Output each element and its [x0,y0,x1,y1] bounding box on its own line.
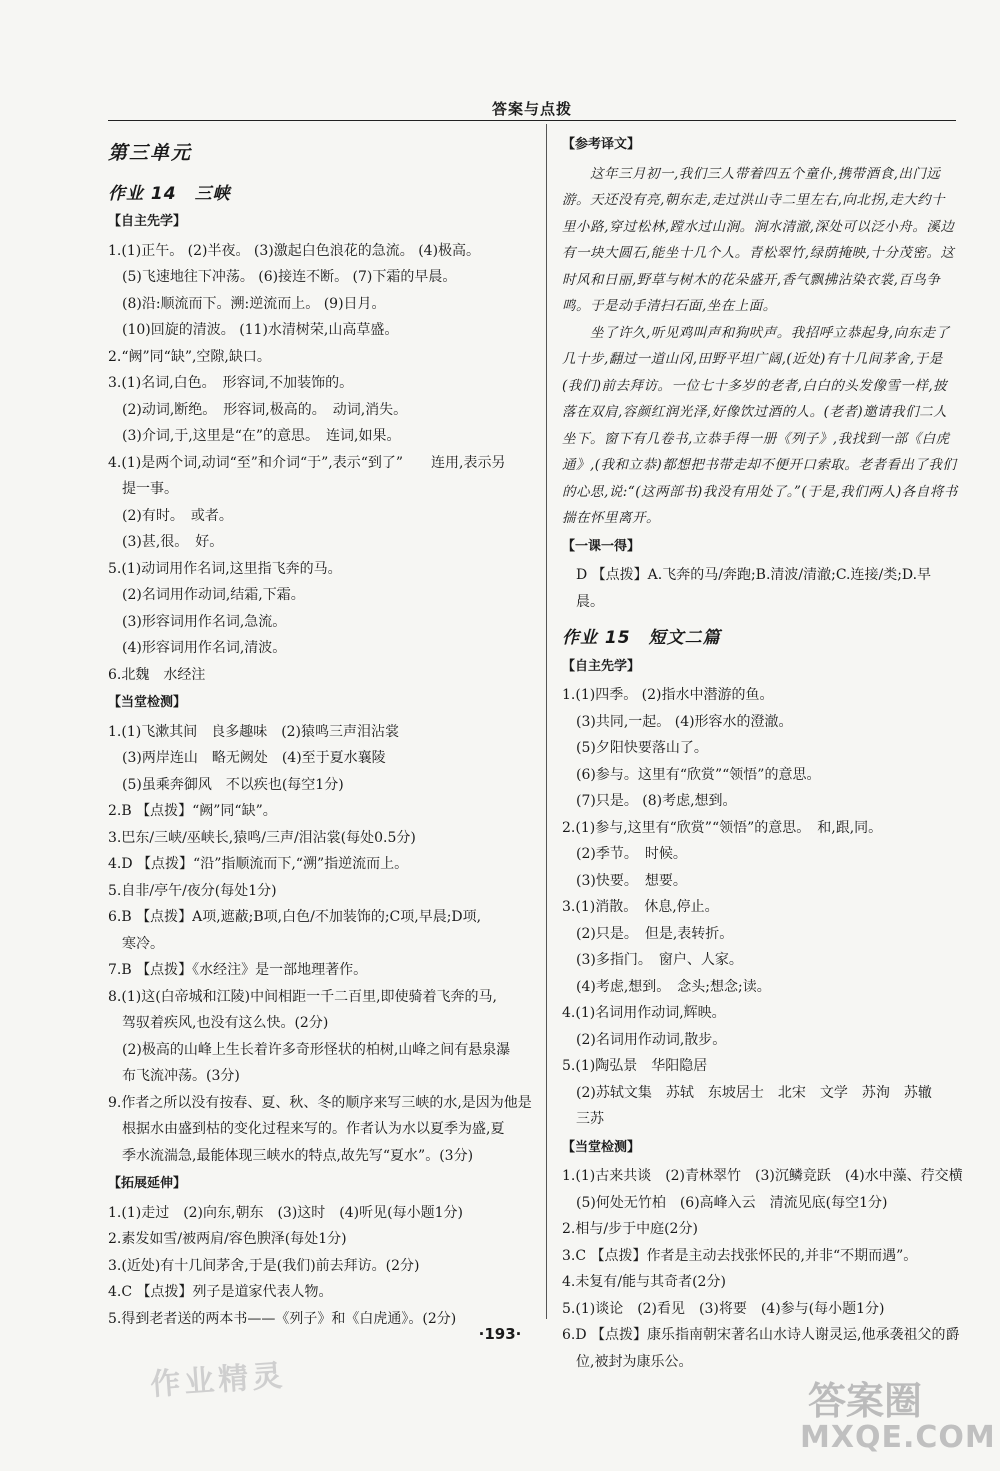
answer-line: 3.(1)名词,白色。 形容词,不加装饰的。 [108,375,354,391]
translation-paragraph-1: 这年三月初一,我们三人带着四五个童仆,携带酒食,出门远游。天还没有亮,朝东走,走过洪山寺二里左右,向北拐,走大约十里小路,穿过松林,蹚水过山涧。涧水清澈,深处可以泛小舟。溪边有一块大圆石,能坐十几个人。青松翠竹,绿荫掩映,十分茂密。这时风和日丽,野草与树木的花朵盛开,香气飘拂沾染衣裳,百鸟争鸣。于是动手清扫石面,坐在上面。 [562,165,955,314]
answer-line: 2.(1)参与,这里有“欣赏”“领悟”的意思。 和,跟,同。 [562,819,883,836]
answer-line: 2.素发如雪/被两肩/容色腴泽(每处1分) [108,1231,347,1247]
answer-line: 根据水由盛到枯的变化过程来写的。作者认为水以夏季为盛,夏 [122,1121,505,1137]
answer-line: (3)快要。 想要。 [576,872,687,889]
answer-line: 位,被封为康乐公。 [576,1353,693,1370]
answer-line: (2)季节。 时候。 [576,846,687,862]
section-yike-yide: 【一课一得】 [562,538,641,554]
answer-line: 6.北魏 水经注 [108,666,206,683]
answer-line: (7)只是。 (8)考虑,想到。 [576,793,737,809]
answer-line: (2)苏轼文集 苏轼 东坡居士 北宋 文学 苏洵 苏辙 [576,1084,932,1101]
answer-line: 1.(1)正午。 (2)半夜。 (3)激起白色浪花的急流。 (4)极高。 [108,242,481,259]
watermark-url: MXQE.COM [800,1420,996,1455]
answer-line: (4)考虑,想到。 念头;想念;读。 [576,978,771,995]
answer-line: 3.巴东/三峡/巫峡长,猿鸣/三声/泪沾裳(每处0.5分) [108,829,416,846]
section-dangtang-jiance-15: 【当堂检测】 [562,1139,641,1155]
header-title: 答案与点拨 [491,100,573,118]
answer-line: (2)只是。 但是,表转折。 [576,925,734,942]
page-header [108,98,956,121]
answer-line: 季水流湍急,最能体现三峡水的特点,故先写“夏水”。(3分) [122,1147,474,1164]
section-dangtang-jiance: 【当堂检测】 [108,695,187,710]
homework-15-title: 作业 15 短文二篇 [562,628,721,648]
answer-line: 3.(1)消散。 休息,停止。 [562,899,719,915]
translation-paragraph-2: 坐了许久,听见鸡叫声和狗吠声。我招呼立恭起身,向东走了几十步,翻过一道山冈,田野平坦广阔,(近处)有十几间茅舍,于是(我们)前去拜访。一位七十多岁的老者,白白的头发像雪一样,披落在双肩,容颜红润光泽,好像饮过酒的人。(老者)邀请我们二人坐下。窗下有几卷书,立恭手得一册《列子》,我找到一部《白虎通》,(我和立恭)都想把书带走却不便开口索取。老者看出了我们的心思,说:“(这两部书)我没有用处了。”(于是,我们两人)各自将书揣在怀里离开。 [562,324,958,526]
answer-line: 7.B 【点拨】《水经注》是一部地理著作。 [108,962,368,978]
answer-line: (2)极高的山峰上生长着许多奇形怪状的柏树,山峰之间有悬泉瀑 [122,1041,511,1058]
zizhu-list-15 [562,682,958,1133]
answer-line: 1.(1)飞漱其间 良多趣味 (2)猿鸣三声泪沾裳 [108,723,400,740]
answer-line: 1.(1)古来共谈 (2)青林翠竹 (3)沉鳞竞跃 (4)水中藻、荇交横 [562,1168,963,1184]
answer-line: 4.未复有/能与其奇者(2分) [562,1274,726,1290]
answer-line: (3)介词,于,这里是“在”的意思。 连词,如果。 [122,428,401,444]
answer-line: (3)形容词用作名词,急流。 [122,613,287,630]
answer-line: 提一事。 [122,481,178,497]
column-divider [546,124,547,1319]
answer-line: 9.作者之所以没有按春、夏、秋、冬的顺序来写三峡的水,是因为他是 [108,1094,532,1111]
answer-line: (2)名词用作动词,结霜,下霜。 [122,587,305,603]
answer-line: (3)两岸连山 略无阙处 (4)至于夏水襄陵 [122,750,386,766]
answer-line: (8)沿:顺流而下。溯:逆流而上。 (9)日月。 [122,295,386,312]
answer-line: 4.(1)名词用作动词,辉映。 [562,1005,726,1021]
answer-line: 4.D 【点拨】“沿”指顺流而下,“溯”指逆流而上。 [108,856,409,872]
answer-line: 3.C 【点拨】作者是主动去找张怀民的,并非“不期而遇”。 [562,1247,918,1264]
answer-line: 5.得到老者送的两本书——《列子》和《白虎通》。(2分) [108,1310,457,1327]
answer-line: 寒冷。 [122,935,164,952]
right-column [562,130,963,1375]
watermark-left: 作业精灵 [149,1358,288,1403]
answer-line: (3)多指门。 窗户、人家。 [576,952,743,968]
homework-14-title: 作业 14 三峡 [108,183,231,204]
answer-line: 2.相与/步于中庭(2分) [562,1221,698,1237]
answer-line: (3)共同,一起。 (4)形容水的澄澈。 [576,713,793,730]
section-cankao-yiwen: 【参考译文】 [562,137,641,152]
answer-line: 三苏 [576,1111,604,1127]
dangtang-list-15 [562,1163,963,1375]
answer-line: 3.(近处)有十几间茅舍,于是(我们)前去拜访。(2分) [108,1257,420,1274]
answer-line: 6.D 【点拨】康乐指南朝宋著名山水诗人谢灵运,他承袭祖父的爵 [562,1327,960,1343]
answer-line: 8.(1)这(白帝城和江陵)中间相距一千二百里,即使骑着飞奔的马, [108,988,498,1005]
section-tuozhan-yanshen: 【拓展延伸】 [108,1176,187,1191]
watermark-logo: 答案圈 [808,1379,923,1423]
answer-line: (5)夕阳快要落山了。 [576,740,708,756]
answer-line: (5)飞速地往下冲荡。 (6)接连不断。 (7)下霜的早晨。 [122,269,457,285]
page-number: ·193· [478,1325,522,1343]
answer-line: 1.(1)四季。 (2)指水中潜游的鱼。 [562,687,774,703]
answer-line: 1.(1)走过 (2)向东,朝东 (3)这时 (4)听见(每小题1分) [108,1204,463,1221]
answer-line: (5)虽乘奔御风 不以疾也(每空1分) [122,776,344,793]
answer-line: (4)形容词用作名词,清波。 [122,640,287,656]
zizhu-list [108,238,536,689]
answer-line: (6)参与。这里有“欣赏”“领悟”的意思。 [576,766,821,783]
answer-line: 2.B 【点拨】“阙”同“缺”。 [108,803,277,819]
answer-line: 5.(1)动词用作名词,这里指飞奔的马。 [108,560,342,577]
answer-line: 2.“阙”同“缺”,空隙,缺口。 [108,348,271,365]
answer-line: (2)动词,断绝。 形容词,极高的。 动词,消失。 [122,401,408,418]
answer-line: 4.(1)是两个词,动词“至”和介词“于”,表示“到了” 连用,表示另 [108,454,506,471]
answer-line: 5.(1)陶弘景 华阳隐居 [562,1058,708,1074]
section-zizhu-xianxue-15: 【自主先学】 [562,658,641,674]
tuozhan-list [108,1200,536,1333]
dangtang-list [108,719,536,1170]
answer-line: (2)有时。 或者。 [122,507,233,524]
answer-line: 4.C 【点拨】列子是道家代表人物。 [108,1284,333,1300]
answer-line: (3)甚,很。 好。 [122,534,224,550]
answer-line: (10)回旋的清波。 (11)水清树荣,山高草盛。 [122,322,399,338]
answer-line: 5.(1)谈论 (2)看见 (3)将要 (4)参与(每小题1分) [562,1300,885,1317]
section-zizhu-xianxue: 【自主先学】 [108,214,187,229]
answer-line: 5.自非/亭午/夜分(每处1分) [108,882,277,899]
answer-line: 布飞流冲荡。(3分) [122,1068,240,1084]
yike-answer: D 【点拨】A.飞奔的马/奔跑;B.清波/清澈;C.连接/类;D.早晨。 [576,567,932,610]
answer-line: 6.B 【点拨】A项,遮蔽;B项,白色/不加装饰的;C项,早晨;D项, [108,909,482,925]
answer-line: 驾驭着疾风,也没有这么快。(2分) [122,1015,329,1031]
left-column [108,130,536,1332]
unit-title: 第三单元 [108,142,193,164]
answer-line: (2)名词用作动词,散步。 [576,1031,727,1048]
answer-line: (5)何处无竹柏 (6)高峰入云 清流见底(每空1分) [576,1194,888,1211]
